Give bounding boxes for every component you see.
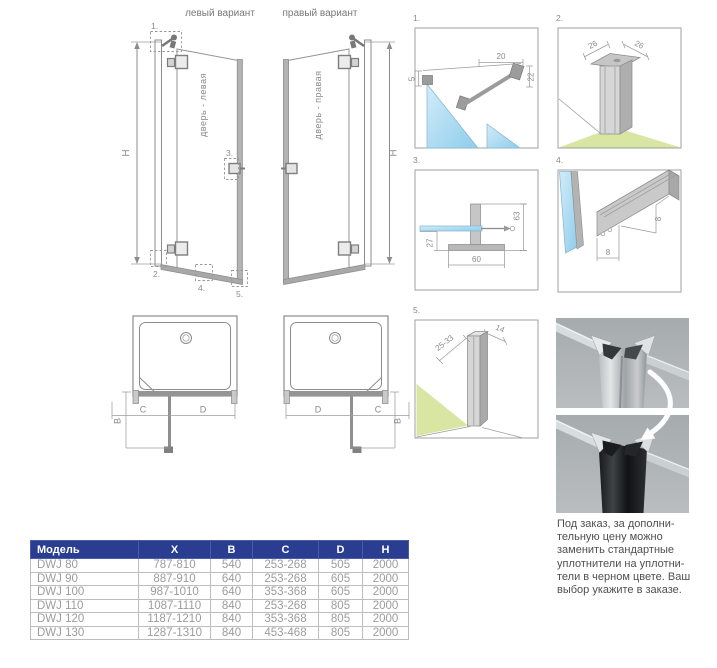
svg-text:B: B bbox=[392, 417, 403, 425]
svg-text:26: 26 bbox=[633, 38, 646, 51]
detail-3 bbox=[413, 155, 538, 290]
column-header-b: B bbox=[211, 541, 253, 559]
model-cell: DWJ 80 bbox=[31, 559, 139, 573]
detail-4-number: 4. bbox=[556, 155, 564, 165]
spec-cell: 605 bbox=[319, 572, 363, 586]
front-rail bbox=[133, 391, 237, 397]
door-foot bbox=[164, 447, 173, 454]
glass-edge bbox=[420, 226, 482, 231]
table-row bbox=[31, 613, 409, 627]
table-row bbox=[31, 586, 409, 600]
column-header-model: Модель bbox=[31, 541, 139, 559]
spec-cell: 353-368 bbox=[253, 586, 319, 600]
svg-text:22: 22 bbox=[526, 72, 536, 82]
spec-cell: 1287-1310 bbox=[139, 626, 211, 640]
right-door-diagram bbox=[281, 8, 400, 285]
note-line: тели в черном цвете. Ваш bbox=[557, 570, 691, 583]
spec-cell: 887-910 bbox=[139, 572, 211, 586]
spec-cell: 987-1010 bbox=[139, 586, 211, 600]
spec-cell: 540 bbox=[211, 559, 253, 573]
shower-tray-top-view-right bbox=[284, 316, 409, 453]
wall-profile-cap bbox=[423, 76, 433, 85]
fixed-panel-right bbox=[365, 40, 372, 266]
spec-cell: 840 bbox=[211, 599, 253, 613]
detail-2 bbox=[556, 13, 681, 148]
column-header-h: H bbox=[363, 541, 409, 559]
model-cell: DWJ 130 bbox=[31, 626, 139, 640]
spec-cell: 840 bbox=[211, 626, 253, 640]
spec-cell: 253-268 bbox=[253, 559, 319, 573]
height-label-left: H bbox=[121, 149, 132, 157]
hinge-bottom-right bbox=[339, 242, 359, 255]
width-dimensions-left-tray bbox=[112, 402, 235, 419]
door-label-left: дверь - левая bbox=[198, 73, 208, 137]
svg-text:3.: 3. bbox=[226, 148, 234, 158]
svg-text:63: 63 bbox=[512, 211, 522, 221]
hinge-top-left bbox=[168, 56, 188, 69]
left-variant-title: левый вариант bbox=[185, 8, 255, 19]
spec-cell: 1087-1110 bbox=[139, 599, 211, 613]
spec-cell: 253-268 bbox=[253, 599, 319, 613]
spec-cell: 2000 bbox=[363, 559, 409, 573]
spec-cell: 805 bbox=[319, 613, 363, 627]
column-header-c: C bbox=[253, 541, 319, 559]
svg-text:5: 5 bbox=[407, 76, 417, 82]
left-door-diagram bbox=[121, 8, 255, 299]
spec-cell: 787-810 bbox=[139, 559, 211, 573]
detail-1 bbox=[408, 13, 539, 148]
model-cell: DWJ 100 bbox=[31, 586, 139, 600]
svg-text:D: D bbox=[314, 404, 322, 415]
svg-text:26: 26 bbox=[586, 38, 599, 51]
spec-cell: 453-468 bbox=[253, 626, 319, 640]
svg-text:2.: 2. bbox=[153, 269, 161, 279]
spec-cell: 2000 bbox=[363, 626, 409, 640]
svg-text:60: 60 bbox=[472, 255, 481, 264]
spec-cell: 1187-1210 bbox=[139, 613, 211, 627]
spec-cell: 353-368 bbox=[253, 613, 319, 627]
note-line: Под заказ, за дополни- bbox=[557, 518, 675, 530]
top-bracket-left bbox=[162, 35, 177, 49]
front-rail bbox=[284, 391, 388, 397]
top-bracket-right bbox=[349, 35, 364, 49]
model-cell: DWJ 120 bbox=[31, 613, 139, 627]
hinge-bottom-left bbox=[168, 242, 188, 255]
note-line: выбор укажите в заказе. bbox=[557, 584, 682, 597]
detail-3-number: 3. bbox=[413, 155, 421, 165]
table-row bbox=[31, 626, 409, 640]
spec-cell: 605 bbox=[319, 586, 363, 600]
svg-text:14: 14 bbox=[494, 322, 506, 335]
svg-text:8: 8 bbox=[605, 248, 611, 257]
svg-text:5.: 5. bbox=[236, 289, 244, 299]
shower-tray-top-view-left bbox=[112, 316, 237, 453]
table-row bbox=[31, 599, 409, 613]
table-row bbox=[31, 559, 409, 573]
note-line: уплотнители на уплотни- bbox=[557, 557, 685, 570]
spec-cell: 640 bbox=[211, 586, 253, 600]
fixed-panel-left bbox=[155, 40, 162, 266]
dimensions-table bbox=[30, 540, 409, 640]
dimensions-table-wrap bbox=[30, 540, 408, 640]
spec-cell: 2000 bbox=[363, 586, 409, 600]
detail-5 bbox=[413, 305, 538, 438]
spec-cell: 805 bbox=[319, 599, 363, 613]
height-label-right: H bbox=[388, 149, 400, 157]
seal-photo-black bbox=[556, 415, 689, 513]
right-variant-title: правый вариант bbox=[282, 8, 358, 19]
width-dimensions-right-tray bbox=[286, 402, 409, 419]
spec-cell: 2000 bbox=[363, 613, 409, 627]
handle-base bbox=[449, 245, 505, 251]
model-cell: DWJ 110 bbox=[31, 599, 139, 613]
depth-dimension-right-tray bbox=[352, 392, 403, 448]
svg-text:B: B bbox=[112, 417, 123, 425]
svg-text:27: 27 bbox=[425, 238, 435, 248]
table-row bbox=[31, 572, 409, 586]
detail-2-number: 2. bbox=[556, 13, 564, 23]
svg-text:C: C bbox=[139, 404, 147, 415]
spec-cell: 505 bbox=[319, 559, 363, 573]
detail-1-number: 1. bbox=[413, 13, 421, 23]
note-line: тельную цену можно bbox=[557, 531, 663, 544]
spec-cell: 2000 bbox=[363, 572, 409, 586]
svg-text:8: 8 bbox=[654, 216, 663, 222]
spec-cell: 640 bbox=[211, 572, 253, 586]
wall-post bbox=[468, 332, 488, 427]
table-header-row bbox=[31, 541, 409, 559]
svg-text:20: 20 bbox=[496, 52, 506, 61]
door-foot bbox=[353, 447, 362, 454]
model-cell: DWJ 90 bbox=[31, 572, 139, 586]
spec-cell: 253-268 bbox=[253, 572, 319, 586]
svg-text:1.: 1. bbox=[151, 21, 159, 31]
height-dimension-right bbox=[365, 42, 400, 264]
hinge-top-right bbox=[339, 56, 359, 69]
seal-replacement-note bbox=[557, 518, 713, 597]
note-line: заменить стандартные bbox=[557, 544, 675, 557]
detail-5-number: 5. bbox=[413, 305, 421, 315]
svg-text:C: C bbox=[374, 404, 382, 415]
spec-cell: 805 bbox=[319, 626, 363, 640]
svg-text:D: D bbox=[199, 404, 207, 415]
column-header-d: D bbox=[319, 541, 363, 559]
column-header-x: X bbox=[139, 541, 211, 559]
svg-text:4.: 4. bbox=[198, 283, 206, 293]
depth-dimension-left-tray bbox=[113, 392, 171, 448]
spec-cell: 840 bbox=[211, 613, 253, 627]
door-label-right: дверь - правая bbox=[313, 70, 323, 140]
detail-4 bbox=[556, 155, 681, 292]
handle-stem bbox=[471, 204, 481, 245]
spec-cell: 2000 bbox=[363, 599, 409, 613]
svg-text:25-33: 25-33 bbox=[433, 333, 456, 353]
